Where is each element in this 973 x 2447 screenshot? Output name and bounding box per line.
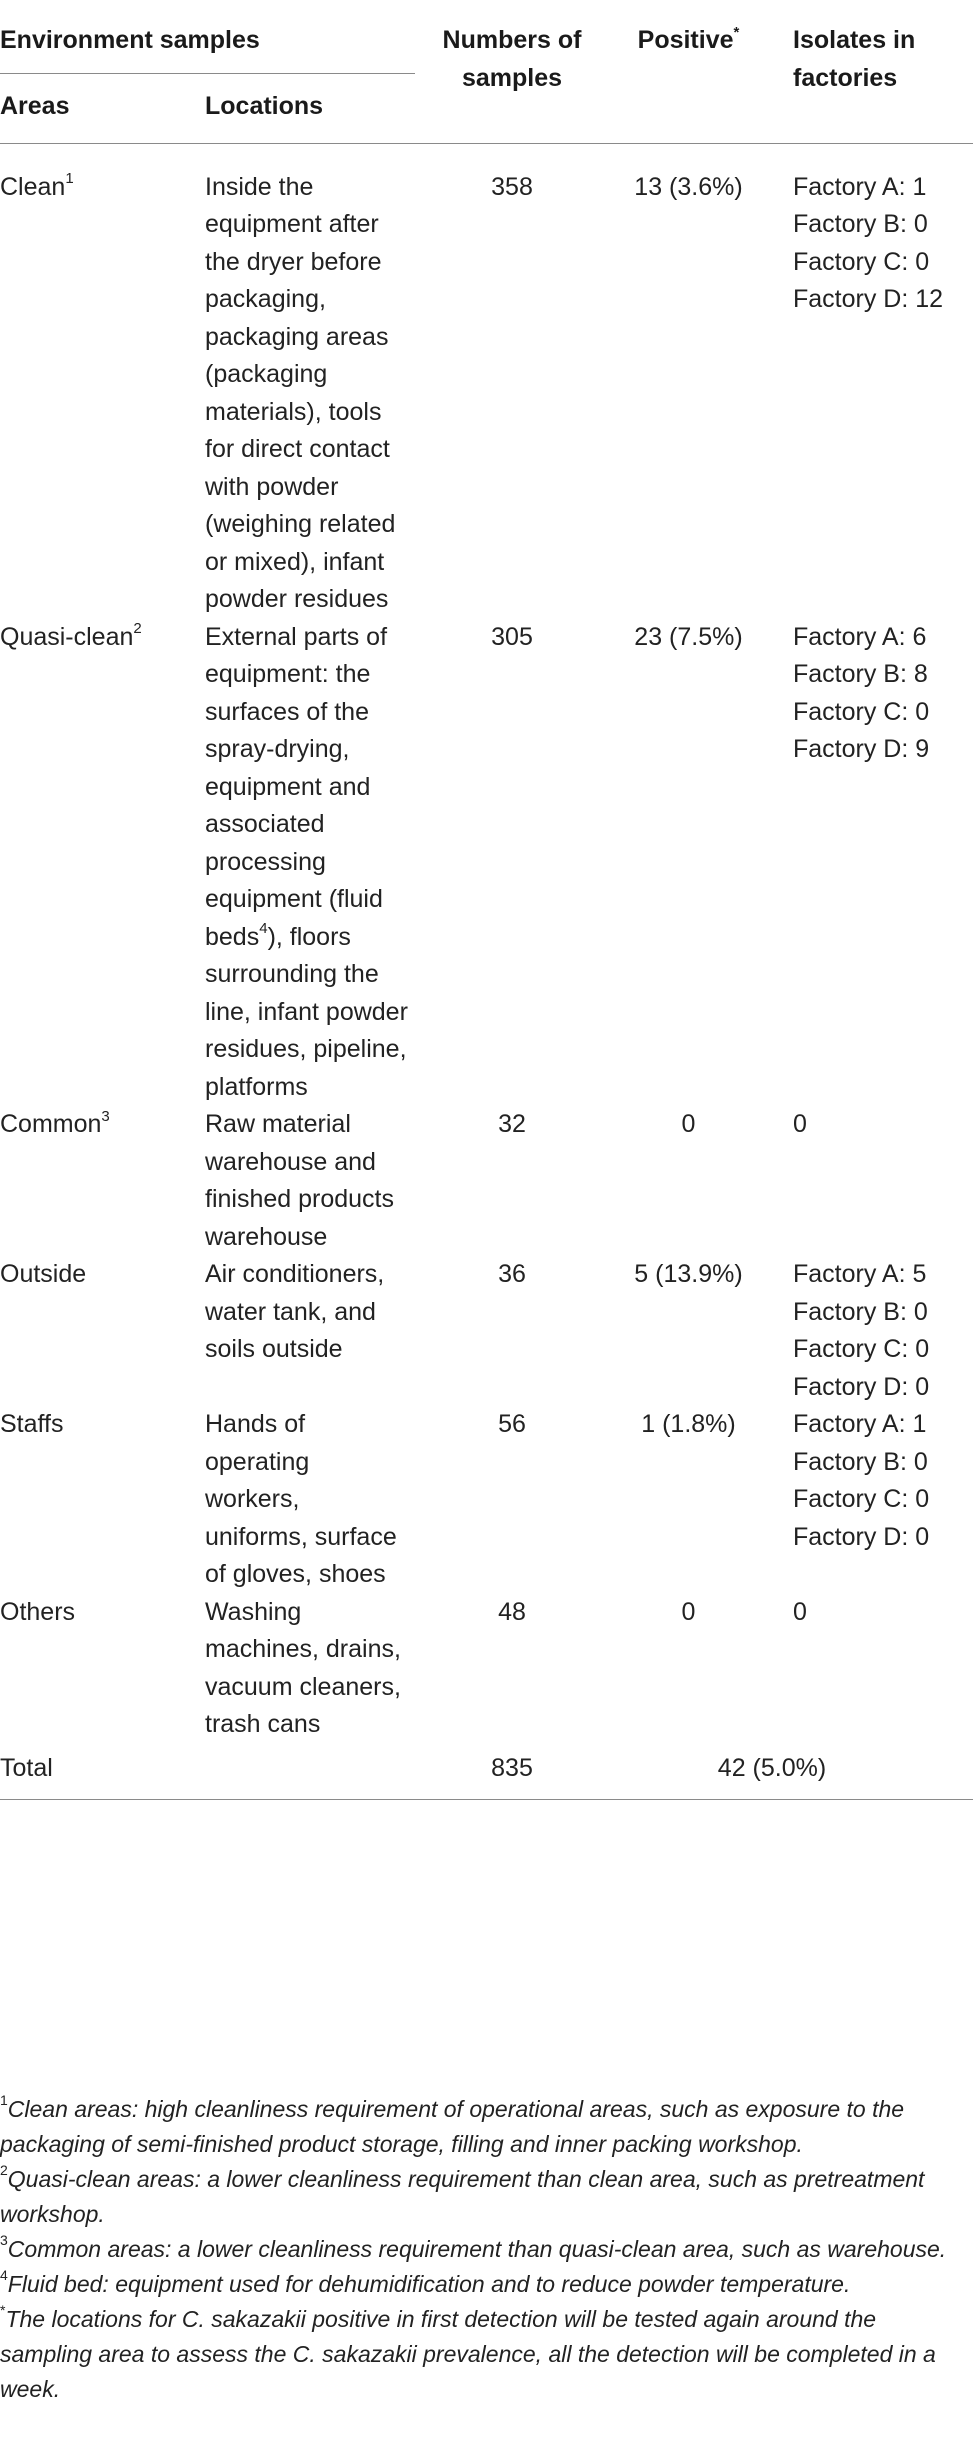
isolate-line: Factory A: 1 bbox=[793, 172, 927, 201]
table-row bbox=[0, 1256, 973, 1406]
area-cell bbox=[0, 619, 205, 1107]
isolate-line: 0 bbox=[793, 1110, 807, 1138]
header-numbers-of-samples: Numbers of samples bbox=[442, 26, 582, 92]
location-footnote-mark: 4 bbox=[259, 920, 268, 938]
positive-cell: 0 bbox=[681, 1597, 696, 1626]
footnote-text: The locations for C. sakazakii positive in first detection will be tested again around the sampling area to assess the C. sakazakii prevalence, all the detection will be completed in a week. bbox=[0, 2306, 936, 2402]
isolate-line: Factory D: 0 bbox=[793, 1522, 930, 1551]
total-row bbox=[0, 1744, 973, 1800]
table-row bbox=[0, 143, 973, 619]
isolates-cell bbox=[771, 143, 973, 619]
total-positive: 42 (5.0%) bbox=[606, 1744, 973, 1800]
footnote bbox=[0, 2162, 960, 2232]
isolate-line: Factory A: 6 bbox=[793, 622, 927, 651]
location-text: Air conditioners, water tank, and soils outside bbox=[205, 1260, 385, 1363]
positive-cell: 5 (13.9%) bbox=[634, 1260, 743, 1288]
area-label: Clean bbox=[0, 172, 66, 201]
table-row bbox=[0, 619, 973, 1107]
samples-cell: 48 bbox=[498, 1597, 526, 1626]
isolate-line: Factory B: 8 bbox=[793, 660, 928, 688]
area-label: Staffs bbox=[0, 1410, 64, 1438]
area-cell bbox=[0, 1106, 205, 1256]
location-cell bbox=[205, 1256, 418, 1406]
positive-cell: 13 (3.6%) bbox=[634, 172, 743, 201]
header-locations: Locations bbox=[205, 92, 324, 120]
header-row-top bbox=[0, 0, 973, 82]
table-row bbox=[0, 1406, 973, 1594]
header-positive-mark: * bbox=[733, 23, 740, 41]
isolate-line: Factory C: 0 bbox=[793, 1335, 930, 1363]
area-footnote-mark: 3 bbox=[101, 1107, 110, 1125]
area-label: Outside bbox=[0, 1260, 87, 1288]
isolate-line: 0 bbox=[793, 1597, 807, 1626]
footnote-mark: * bbox=[0, 2302, 6, 2319]
location-text: Washing machines, drains, vacuum cleaners, trash cans bbox=[205, 1597, 401, 1738]
footnote bbox=[0, 2092, 960, 2162]
footnote-mark: 4 bbox=[0, 2267, 8, 2284]
samples-cell: 36 bbox=[498, 1260, 526, 1288]
isolate-line: Factory B: 0 bbox=[793, 210, 928, 238]
samples-cell: 305 bbox=[491, 622, 533, 651]
total-samples: 835 bbox=[418, 1744, 606, 1800]
samples-cell: 56 bbox=[498, 1410, 526, 1438]
samples-cell: 32 bbox=[498, 1110, 526, 1138]
header-positive: Positive* bbox=[637, 23, 740, 54]
isolate-line: Factory C: 0 bbox=[793, 247, 930, 276]
footnote bbox=[0, 2267, 960, 2302]
location-cell bbox=[205, 619, 418, 1107]
isolate-line: Factory D: 12 bbox=[793, 285, 944, 313]
isolate-line: Factory A: 5 bbox=[793, 1260, 927, 1288]
isolates-cell bbox=[771, 1106, 973, 1256]
positive-cell: 1 (1.8%) bbox=[641, 1410, 736, 1438]
table-row bbox=[0, 1106, 973, 1256]
footnote bbox=[0, 2232, 960, 2267]
isolate-line: Factory C: 0 bbox=[793, 1485, 930, 1513]
location-cell bbox=[205, 1106, 418, 1256]
isolate-line: Factory D: 9 bbox=[793, 735, 930, 763]
positive-cell: 0 bbox=[681, 1110, 696, 1138]
isolate-line: Factory B: 0 bbox=[793, 1447, 928, 1476]
location-text: Inside the equipment after the dryer before packaging, packaging areas (packaging materials), tools for direct contact with powder (weighing related or mixed), infant powder residues bbox=[205, 172, 396, 613]
header-environment-samples: Environment samples bbox=[0, 0, 418, 82]
area-cell bbox=[0, 1256, 205, 1406]
isolates-cell bbox=[771, 1406, 973, 1594]
location-cell bbox=[205, 1406, 418, 1594]
area-label: Common bbox=[0, 1110, 102, 1138]
header-isolates-in-factories: Isolates in factories bbox=[793, 26, 916, 92]
area-footnote-mark: 1 bbox=[65, 170, 74, 188]
location-cell bbox=[205, 1594, 418, 1744]
area-cell bbox=[0, 1406, 205, 1594]
footnote-text: Quasi-clean areas: a lower cleanliness requirement than clean area, such as pretreatment workshop. bbox=[0, 2166, 925, 2227]
isolates-cell bbox=[771, 1594, 973, 1744]
total-label: Total bbox=[0, 1744, 205, 1800]
isolates-cell bbox=[771, 619, 973, 1107]
table-row bbox=[0, 1594, 973, 1744]
header-areas: Areas bbox=[0, 92, 70, 120]
positive-cell: 23 (7.5%) bbox=[634, 622, 743, 651]
area-cell bbox=[0, 1594, 205, 1744]
footnote-text: Clean areas: high cleanliness requirement of operational areas, such as exposure to the packaging of semi-finished product storage, filling and inner packing workshop. bbox=[0, 2096, 905, 2157]
isolate-line: Factory B: 0 bbox=[793, 1297, 928, 1326]
isolates-cell bbox=[771, 1256, 973, 1406]
samples-cell: 358 bbox=[491, 172, 533, 201]
footnote bbox=[0, 2302, 960, 2407]
footnote-text: Common areas: a lower cleanliness requirement than quasi-clean area, such as warehouse. bbox=[7, 2236, 947, 2262]
footnote-mark: 2 bbox=[0, 2162, 8, 2179]
isolate-line: Factory C: 0 bbox=[793, 697, 930, 726]
location-cell bbox=[205, 143, 418, 619]
isolate-line: Factory D: 0 bbox=[793, 1372, 930, 1401]
footnote-mark: 3 bbox=[0, 2232, 8, 2249]
area-footnote-mark: 2 bbox=[133, 620, 142, 638]
location-text: External parts of equipment: the surfaces of the spray-drying, equipment and associated processing equipment (fluid beds bbox=[205, 622, 388, 951]
area-label: Quasi-clean bbox=[0, 622, 134, 651]
area-label: Others bbox=[0, 1597, 76, 1626]
location-text: Hands of operating workers, uniforms, surface of gloves, shoes bbox=[205, 1410, 397, 1588]
footnote-mark: 1 bbox=[0, 2092, 8, 2109]
location-text: ), floors surrounding the line, infant powder residues, pipeline, platforms bbox=[205, 922, 408, 1101]
isolate-line: Factory A: 1 bbox=[793, 1410, 927, 1438]
footnote-text: Fluid bed: equipment used for dehumidification and to reduce powder temperature. bbox=[7, 2271, 851, 2297]
table-footnotes bbox=[0, 2092, 960, 2407]
location-text: Raw material warehouse and finished products warehouse bbox=[205, 1110, 395, 1251]
area-cell bbox=[0, 143, 205, 619]
table-body bbox=[0, 143, 973, 1800]
